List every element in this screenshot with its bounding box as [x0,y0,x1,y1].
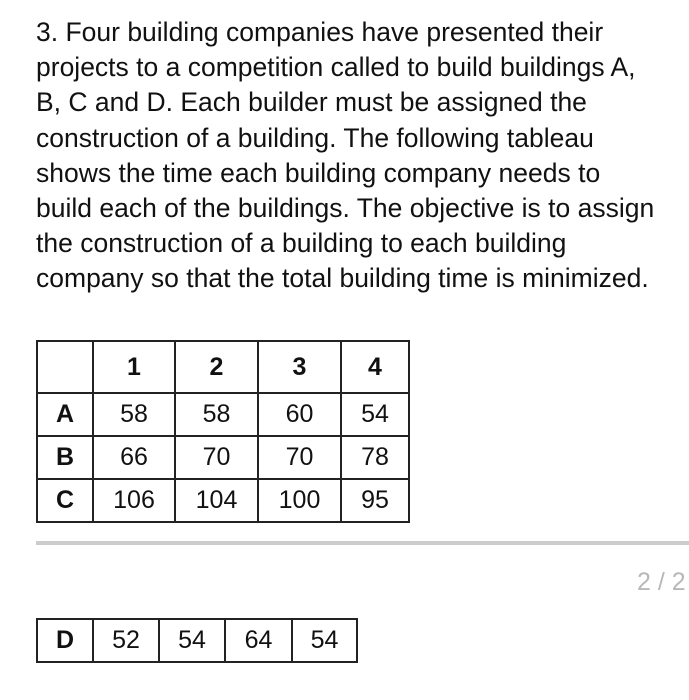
table-cell: 54 [292,619,357,662]
table-cell: 106 [93,479,175,522]
time-table [36,340,410,523]
table-cell: 58 [175,393,258,436]
page-divider [36,541,689,545]
table-header-row [37,341,409,393]
problem-line: shows the time each building company needs to [36,157,601,188]
continued-table [36,618,358,663]
problem-line: B, C and D. Each builder must be assigned the [36,87,587,118]
table-row [37,436,409,479]
column-header: 1 [93,341,175,393]
table-cell: 104 [175,479,258,522]
table-cell: 54 [159,619,225,662]
table-cell: 95 [341,479,409,522]
problem-line: projects to a competition called to build buildings A, [36,52,636,83]
table-row [37,393,409,436]
column-header: 4 [341,341,409,393]
table-row [37,619,357,662]
table-cell: 58 [93,393,175,436]
problem-line: company so that the total building time is minimized. [36,263,649,294]
column-header: 2 [175,341,258,393]
row-header: A [37,393,93,436]
row-header: D [37,619,93,662]
problem-line: build each of the buildings. The objective is to assign [36,193,655,224]
table-cell: 70 [175,436,258,479]
problem-line: construction of a building. The following tableau [36,122,594,153]
column-header: 3 [258,341,341,393]
table-row [37,479,409,522]
page-indicator: 2 / 2 [637,568,686,596]
table-cell: 100 [258,479,341,522]
problem-line: the construction of a building to each building [36,228,567,259]
table-cell: 54 [341,393,409,436]
table-cell: 60 [258,393,341,436]
row-header: C [37,479,93,522]
table-corner-cell [37,341,93,393]
table-cell: 64 [225,619,292,662]
table-cell: 78 [341,436,409,479]
row-header: B [37,436,93,479]
table-cell: 52 [93,619,159,662]
problem-statement [36,15,689,297]
table-cell: 70 [258,436,341,479]
table-cell: 66 [93,436,175,479]
problem-line: 3. Four building companies have presented their [36,17,604,47]
